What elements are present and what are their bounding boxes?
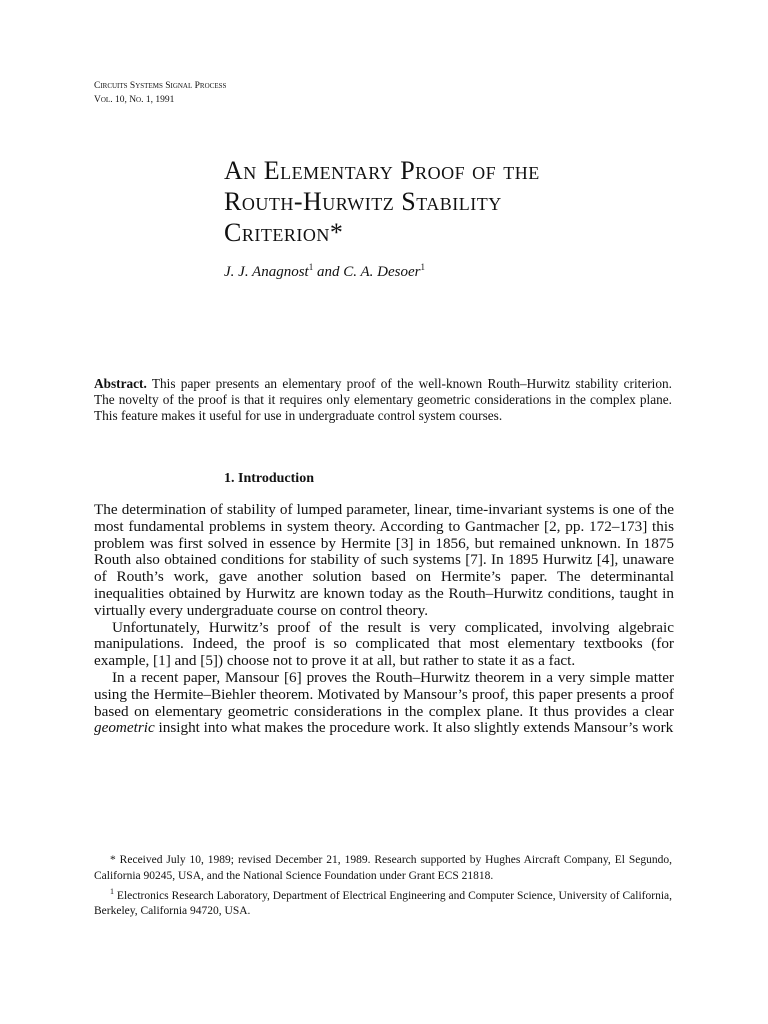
journal-name: Circuits Systems Signal Process xyxy=(94,81,227,91)
section-heading: 1. Introduction xyxy=(224,471,314,486)
footnotes xyxy=(94,853,672,920)
paragraph-3 xyxy=(94,670,674,737)
title-line-2: Routh-Hurwitz Stability xyxy=(224,187,502,216)
footnote-affiliation-text: Electronics Research Laboratory, Department of Electrical Engineering and Computer Science, University of California, Berkeley, California 94720, USA. xyxy=(94,889,672,918)
title-line-3: Criterion* xyxy=(224,218,344,247)
author-2-affiliation-mark: 1 xyxy=(420,262,425,272)
author-2: C. A. Desoer xyxy=(343,264,421,280)
journal-header xyxy=(94,79,226,107)
paragraph-3-emphasis: geometric xyxy=(94,719,155,737)
author-1: J. J. Anagnost xyxy=(224,264,309,280)
abstract xyxy=(94,376,672,424)
paragraph-3-text-b: insight into what makes the procedure work. It also slightly extends Mansour’s work xyxy=(154,719,674,737)
volume-info: Vol. 10, No. 1, 1991 xyxy=(94,95,175,105)
body-text xyxy=(94,502,674,737)
paragraph-3-text-a: In a recent paper, Mansour [6] proves the Routh–Hurwitz theorem in a very simple matter using the Hermite–Biehler theorem. Motivated by Mansour’s proof, this paper presents a proof based on elementary geometric considerations in the complex plane. It thus provides a clear xyxy=(94,668,674,720)
abstract-label: Abstract. xyxy=(94,376,147,391)
footnote-received: * Received July 10, 1989; revised December 21, 1989. Research supported by Hughes Aircraft Company, El Segundo, California 90245, USA, and the National Science Foundation under Grant ECS 21818. xyxy=(94,854,672,882)
paragraph-2: Unfortunately, Hurwitz’s proof of the result is very complicated, involving algebraic manipulations. Indeed, the proof is so complicated that most elementary textbooks (for example, [1] and [5]) choose not to prove it at all, but rather to state it as a fact. xyxy=(94,618,674,670)
author-line xyxy=(224,262,425,281)
footnote-affiliation xyxy=(94,884,672,920)
title-line-1: An Elementary Proof of the xyxy=(224,156,540,185)
footnote-affiliation-mark: 1 xyxy=(110,887,114,896)
author-connector: and xyxy=(313,264,344,280)
author-1-affiliation-mark: 1 xyxy=(308,262,314,272)
paragraph-1: The determination of stability of lumped parameter, linear, time-invariant systems is one of the most fundamental problems in system theory. According to Gantmacher [2, pp. 172–173] this problem was first solved in essence by Hermite [3] in 1856, but remained unknown. In 1875 Routh also obtained conditions for stability of such systems [7]. In 1895 Hurwitz [4], unaware of Routh’s work, gave another solution based on Hermite’s paper. The determinantal inequalities obtained by Hurwitz are known today as the Routh–Hurwitz conditions, taught in virtually every undergraduate course on control theory. xyxy=(94,501,674,619)
paper-title xyxy=(224,155,540,248)
abstract-text: This paper presents an elementary proof of the well-known Routh–Hurwitz stability criterion. The novelty of the proof is that it requires only elementary geometric considerations in the complex plane. This feature makes it useful for use in undergraduate control system courses. xyxy=(94,376,672,423)
